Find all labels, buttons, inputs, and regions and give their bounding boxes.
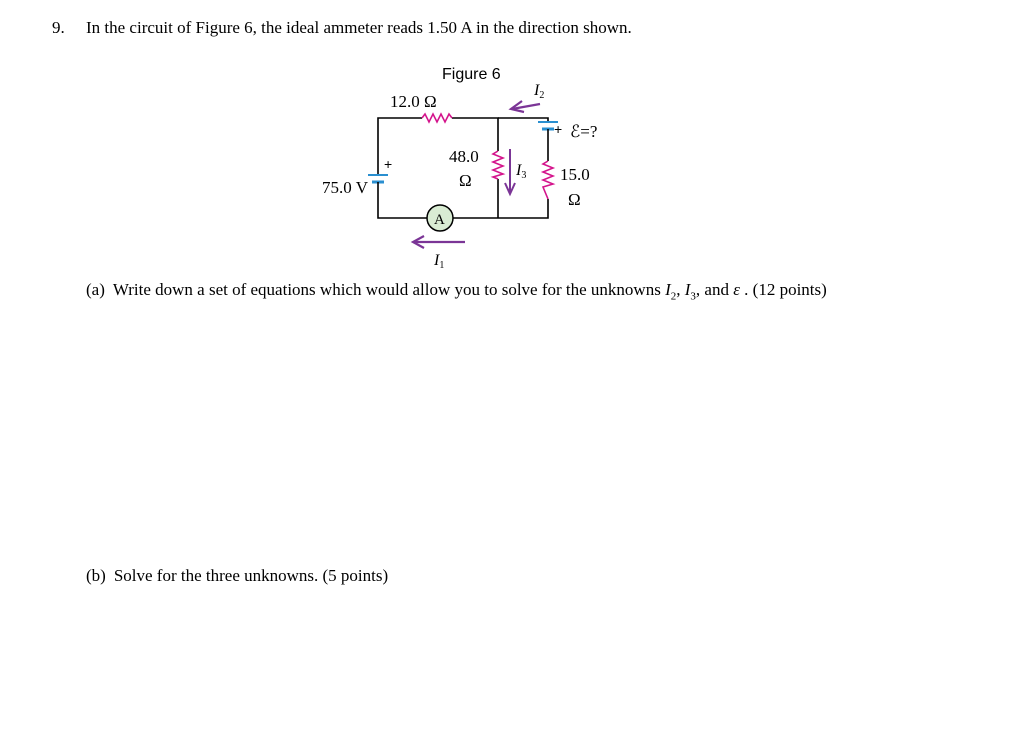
- battery-75v: [368, 175, 388, 189]
- part-b-text: Solve for the three unknowns. (5 points): [113, 566, 389, 585]
- battery-emf-plus: +: [554, 121, 563, 137]
- var-i2: I: [665, 280, 671, 299]
- battery-75v-label: 75.0 V: [322, 178, 368, 197]
- resistor-15-ohm: [543, 161, 553, 199]
- sub-3: 3: [690, 290, 696, 303]
- emf-label: ℰ=?: [570, 122, 598, 141]
- var-emf: ε: [733, 280, 740, 299]
- current-i3-label: I3: [516, 162, 527, 181]
- part-a-label: (a): [86, 280, 105, 299]
- arrow-i1: [413, 236, 465, 248]
- resistor-48-unit: Ω: [459, 171, 472, 190]
- resistor-48-value: 48.0: [449, 147, 479, 166]
- part-b: [86, 566, 388, 586]
- question-number: 9.: [52, 18, 65, 37]
- question-stem: In the circuit of Figure 6, the ideal ammeter reads 1.50 A in the direction shown.: [86, 18, 632, 37]
- current-i2-label: I2: [534, 82, 545, 101]
- part-a: [86, 280, 827, 302]
- part-b-label: (b): [86, 566, 106, 585]
- var-i3: I: [684, 280, 691, 299]
- current-i1-label: I1: [434, 252, 445, 270]
- arrow-i3: [505, 149, 515, 194]
- sep-2: , and: [695, 280, 734, 299]
- battery-75v-plus: +: [384, 156, 393, 172]
- part-a-points: . (12 points): [739, 280, 827, 299]
- resistor-15-unit: Ω: [568, 190, 581, 209]
- circuit-figure: [300, 55, 630, 270]
- ammeter-label: A: [434, 212, 445, 228]
- resistor-15-value: 15.0: [560, 165, 590, 184]
- resistor-48-ohm: [493, 151, 503, 179]
- sub-2: 2: [670, 290, 677, 303]
- part-a-text: Write down a set of equations which would allow you to solve for the unknowns: [112, 280, 666, 299]
- resistor-12-ohm: [422, 114, 452, 122]
- circuit-wires: [378, 118, 548, 218]
- figure-title: Figure 6: [442, 66, 501, 83]
- resistor-12-label: 12.0 Ω: [390, 92, 437, 111]
- arrow-i2: [511, 101, 540, 112]
- sep-1: ,: [676, 280, 685, 299]
